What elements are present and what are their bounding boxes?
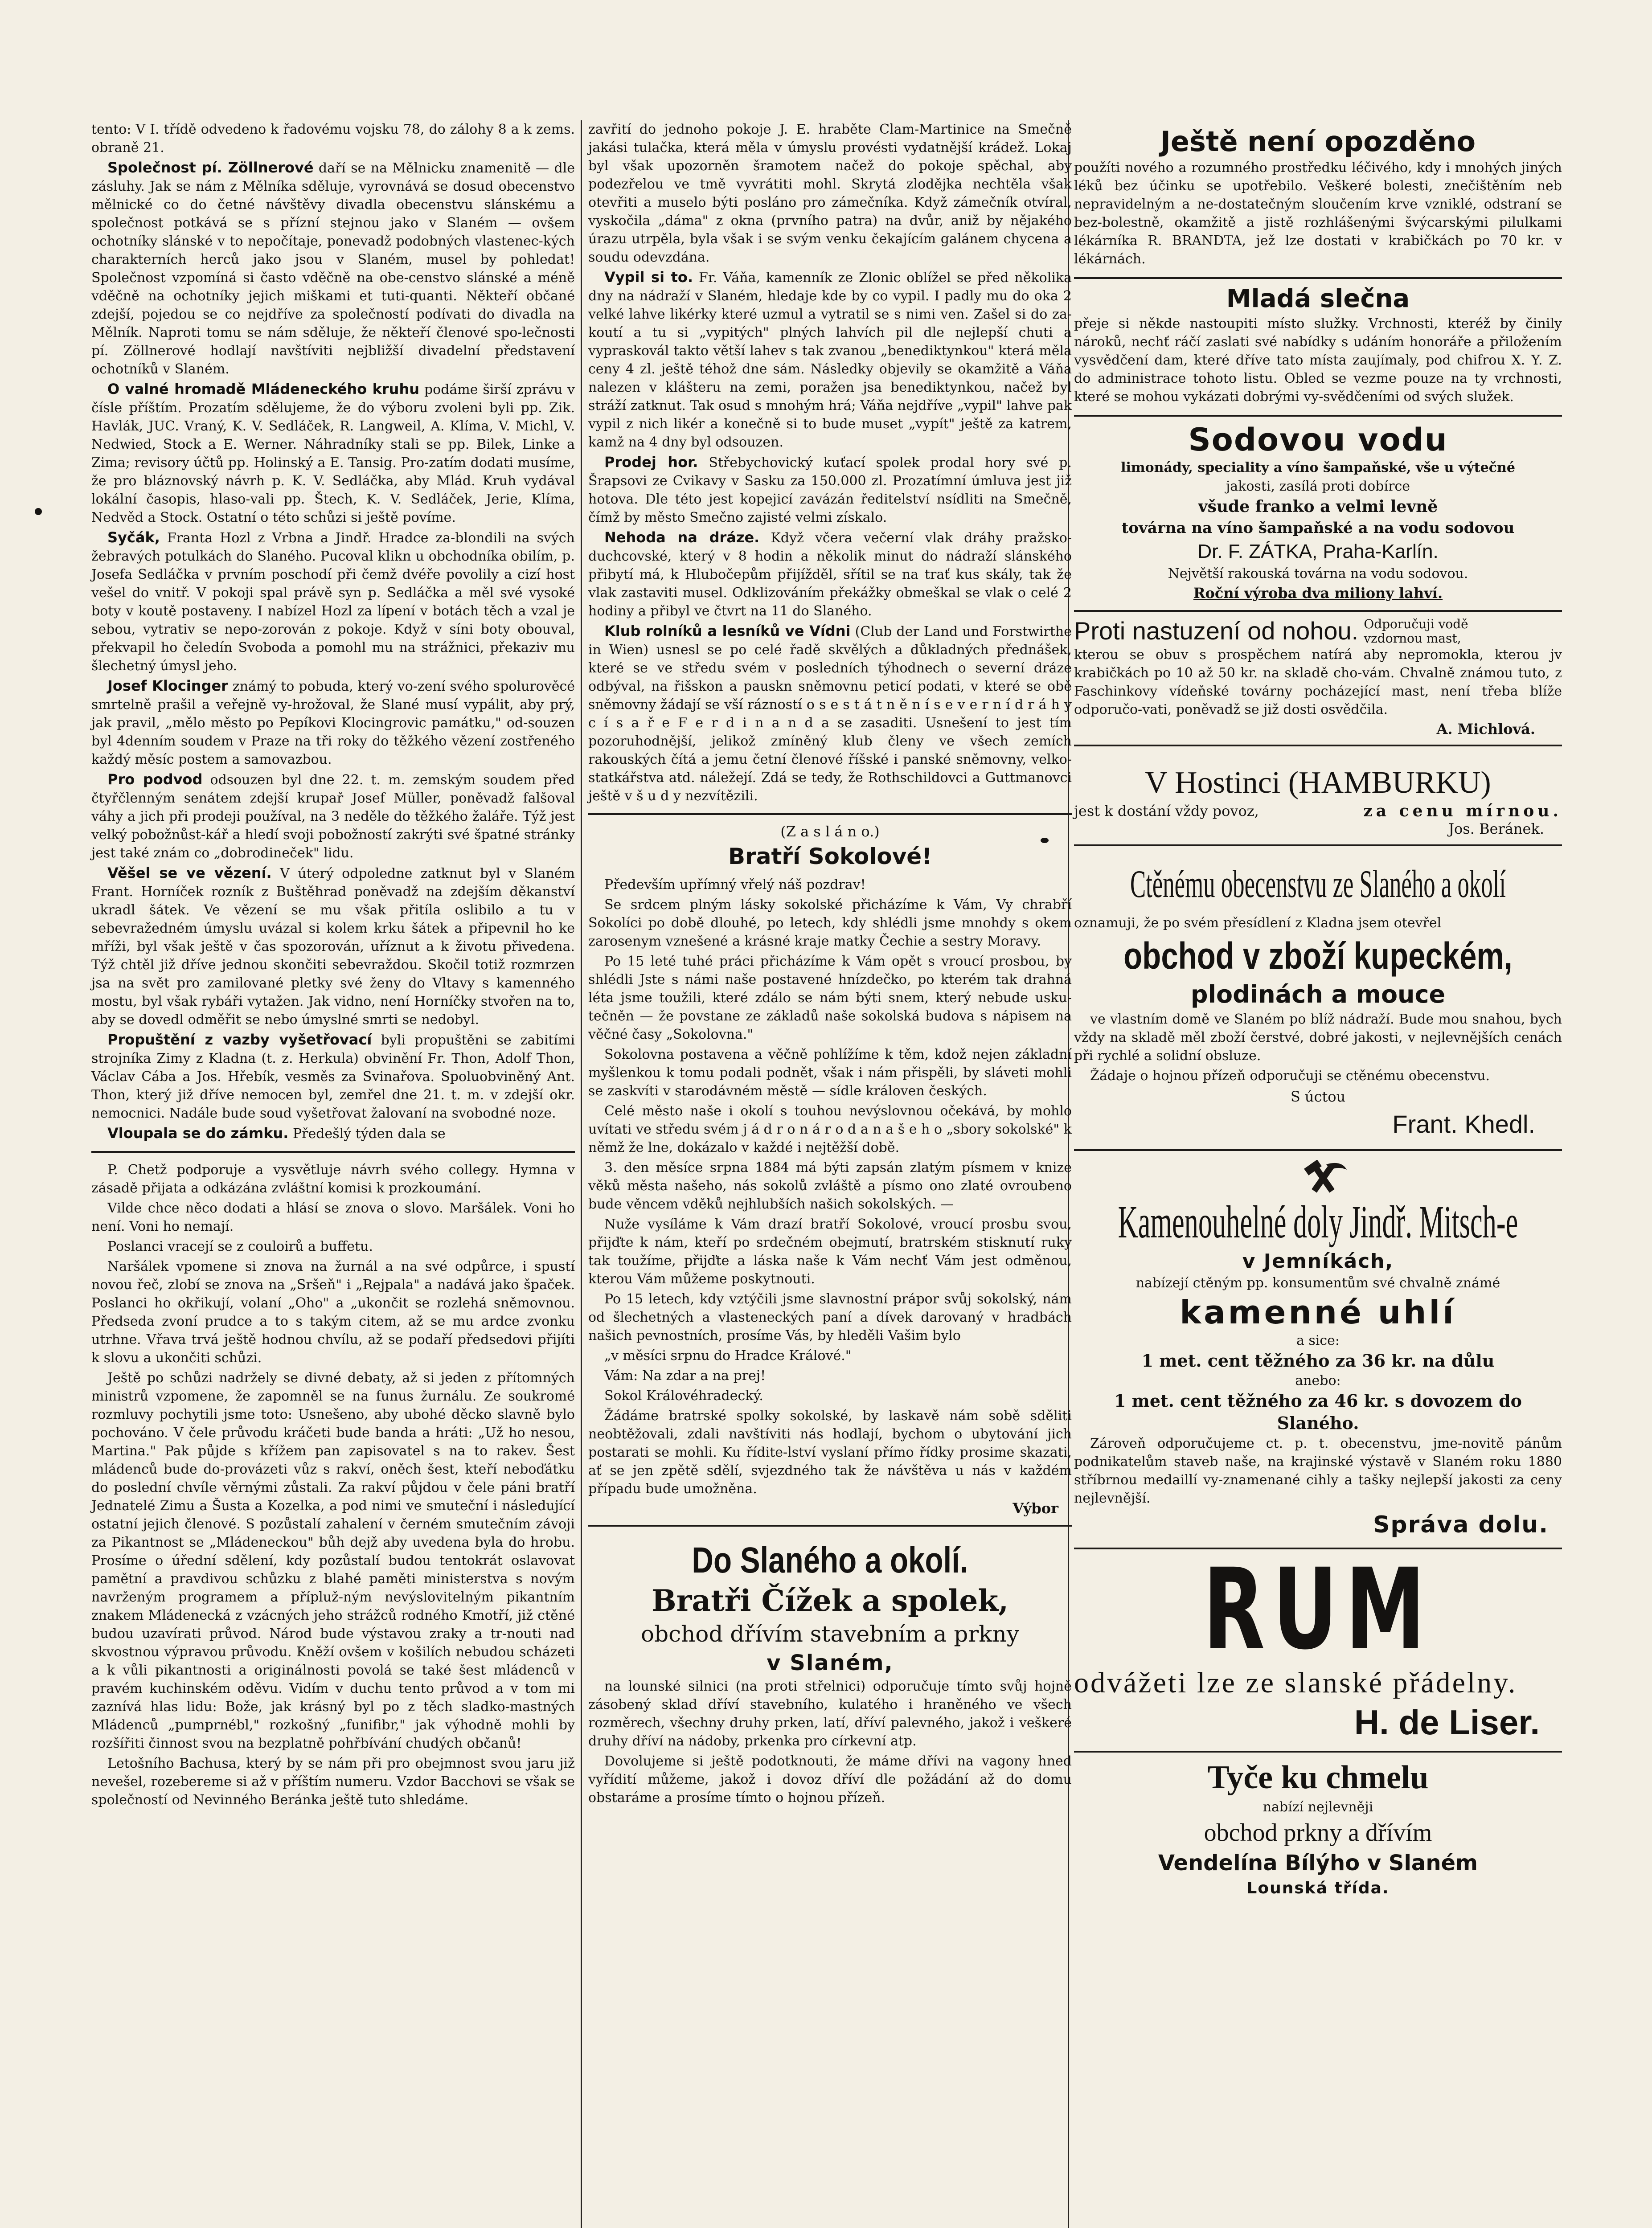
news-headline: O valné hromadě Mládeneckého kruhu (107, 381, 420, 397)
pick-hammer-icon (1297, 1160, 1350, 1196)
ad-michlova-text: kterou se obuv s prospěchem natírá aby nepromokla, kterou jv krabičkách po 10 až 50 kr. na skladě cho-vám. Chvalně známou tuto, z Faschinkovy vídeňské továrny pocházející mast, není třeba blíže odporučo-vati, poněvadž se již dosti osvědčila. (1074, 647, 1562, 717)
news-headline: Klub rolníků a lesníků ve Vídni (604, 623, 851, 639)
sokol-item: 3. den měsíce srpna 1884 má býti zapsán zlatým písmem v knize věků města našeho, nás sokolů zvláště a písmo ono zlaté ovroubeno bude věncem vděků nejhlubších našich sokolských. — (588, 1160, 1072, 1212)
ad-khedl-sub: plodinách a mouce (1190, 980, 1446, 1008)
ad-mitsch-price1: 1 met. cent těžného za 36 kr. na důlu (1141, 1351, 1495, 1371)
ad-michlova-aside: Odporučuji vodě vzdornou mast, (1364, 617, 1468, 646)
ad-khedl-regards: S úctou (1290, 1088, 1346, 1105)
sokol-item: Po 15 leté tuhé práci přicházíme k Vám opět s vroucí prosbou, by shlédli Jste s námi naše postavené hnízdečko, po kterém tak drahná léta jsme toužili, které zdálo se nám býti snem, který nebude usku-tečněn — že povstane ze základů naše sokolská budova s nápisem na věčné časy „Sokolovna." (588, 954, 1072, 1042)
news-item (588, 268, 1072, 451)
ad-zatka-line4: továrna na víno šampaňské a na vodu sodovou (1121, 519, 1515, 537)
column-rule-left (581, 120, 582, 2228)
news-item (588, 528, 1072, 620)
news-body: V úterý odpoledne zatknut byl v Slaném Frant. Horníček rozník z Buštěhrad poněvadž na zdejším děkanství ukradl šátek. Ve vězení se mu však přitíla oslibilo a tu v sebevražedném úmyslu uvázal si kolem krku šátek a připevnil ho ke mříži, byl však ještě v čas spozorován, uříznut a k životu přivedena. Týž chtěl již dříve jednou skončiti sebevraždou. Skočil totiž rozmrzen jsa na svět pro zamilované pletky své ženy do Vltavy s kamenného mostu, byl však rybáři vytažen. Jak vidno, není Horníčky stvořen na to, aby se dovedl odměřit se nebo úmyslné smrti se nedobyl. (91, 866, 575, 1028)
news-item (91, 120, 575, 157)
news-item (91, 380, 575, 527)
ad-bily-title: Tyče ku chmelu (1207, 1759, 1429, 1796)
ad-khedl-intro: oznamuji, že po svém přesídlení z Kladna jsem otevřel (1074, 915, 1442, 931)
sokol-item: Sokol Královéhradecký. (604, 1388, 763, 1404)
column-2 (588, 120, 1072, 1816)
ad-slecna (1074, 279, 1562, 417)
news-headline: Společnost pí. Zöllnerové (107, 159, 314, 176)
ad-rum-title: RUM (1203, 1544, 1433, 1674)
ad-brandt (1074, 120, 1562, 279)
ad-cizek-title: Do Slaného a okolí. (692, 1540, 968, 1581)
column-3 (1074, 120, 1562, 1907)
news-item (588, 120, 1072, 266)
ad-cizek-place: v Slaném, (767, 1651, 894, 1675)
ad-zatka-line6: Největší rakouská továrna na vodu sodovou. (1168, 566, 1468, 582)
ad-khedl-sign: Frant. Khedl. (1392, 1110, 1535, 1138)
ad-michlova-sign: A. Michlová. (1436, 721, 1535, 737)
ad-cizek (588, 1535, 1072, 1816)
ad-bily-line1: nabízí nejlevněji (1263, 1799, 1373, 1815)
news-item (91, 677, 575, 769)
sokol-item: Vám: Na zdar a na prej! (604, 1368, 766, 1384)
news-body: podáme širší zprávu v čísle příštím. Prozatím sdělujeme, že do výboru zvoleni byli pp. Zik. Havlák, JUC. Vraný, K. V. Sedláček, R. Langweil, A. Klíma, V. Michl, V. Nedwied, Stock a E. Werner. Náhradníky stali se pp. Bilek, Linke a Zima; revisory účtů pp. Holinský a E. Tansig. Pro-zatím dodati musíme, že pro bláznovský návrh p. K. V. Sedláčka, aby Mlád. Kruh vydával lokální časopis, hlaso-vali pp. Štech, K. V. Sedláček, Jerie, Klíma, Nedvěd a Stock. Ostatní o této schůzi si ještě povíme. (91, 382, 575, 525)
news-body: Střebychovický kuťací spolek prodal hory své p. Šrapsovi ze Cvikavy v Sasku za 150.000 zl. Prozatímní úmluva jest již hotova. Dle této jest kopejicí zavázán ředitelství nsídliti na Smečně, čímž by město Smečno zajisté velmi získalo. (588, 455, 1072, 525)
news-headline: Prodej hor. (604, 454, 698, 471)
news-item (588, 453, 1072, 527)
news-body: odsouzen byl dne 22. t. m. zemským soudem před čtyřčlenným senátem zdejší krupař Josef Müller, poněvadž falšoval váhy a jich při prodeji používal, na 3 neděle do těžkého žaláře. Týž jest velký pobožnůst-kář a hledí svoji pobožností zakrýti své špatné stránky jest také znám co „dobrodineček" lidu. (91, 772, 575, 861)
ad-hamburk-title: V Hostinci (HAMBURKU) (1145, 766, 1491, 800)
ad-michlova-title: Proti nastuzení od nohou. (1074, 617, 1359, 645)
zaslano-label: (Z a s l á n o.) (780, 823, 880, 840)
scan-speck (1041, 838, 1049, 843)
news-item (91, 770, 575, 862)
ad-slecna-text: přeje si někde nastoupiti místo služky. Vrchnosti, kteréž by činily nároků, nechť ráčí zaslati své nabídky s udáním honoráře a přiložením vysvědčení dam, které dříve tato místa zaujímaly, pod chifrou X. Y. Z. do administrace tohoto listu. Obled se vezme pouze na ty vrchnosti, které se mohou vykázati dobrými vy-svědčeními od svých služek. (1074, 316, 1562, 405)
ad-zatka-line5: Dr. F. ZÁTKA, Praha-Karlín. (1197, 541, 1439, 562)
ad-michlova (1074, 612, 1562, 746)
news-item (91, 1031, 575, 1122)
sokol-item: Především upřímný vřelý náš pozdrav! (604, 877, 866, 893)
ad-mitsch-text: nabízejí ctěným pp. konsumentům své chvalně známé (1135, 1275, 1500, 1291)
vybor-signature: Výbor (1013, 1500, 1058, 1517)
feuilleton-item: Naršálek vpomene si znova na žurnál a na své odpůrce, i spustí novou řeč, zlobí se znova na „Sršeň" i „Rejpala" a nadává jako špaček. Poslanci ho okřikují, volaní „Oho" a „ukončit se rozlehá sněmovnou. Předseda zvoní prudce a to s takým citem, až se mu ardce zvonku utrhne. Vřava trvá ještě hodnou chvílu, až se podaří předsedovi přijíti k slovu a ukončiti schůzi. (91, 1259, 575, 1366)
ad-mitsch (1074, 1151, 1562, 1549)
ad-khedl-title: Ctěnému obecenstvu ze Slaného a okolí (1130, 863, 1506, 906)
sokol-item: Sokolovna postavena a věčně pohlížíme k těm, kdož nejen základní myšlenkou k tomu podali podnět, však i nám přispěli, by sláveti mohli se zaskvíti v starodávném městě — sídle královen českých. (588, 1047, 1072, 1099)
section-divider (588, 1525, 1072, 1527)
ad-mitsch-price2: 1 met. cent těžného za 46 kr. s dovozem do Slaného. (1114, 1391, 1522, 1433)
news-headline: Věšel se ve vězení. (107, 864, 272, 881)
ad-cizek-firm: Bratři Čížek a spolek, (651, 1583, 1009, 1618)
sokol-item: Žádáme bratrské spolky sokolské, by laskavě nám sobě sděliti neobtěžovali, zdali navštíviti nás hodlají, bychom o ubytování jich postarati se mohli. Ku řídite-lství vyslaní přímo řídky prosime skazati, ať se jen zpětě sdělí, svjezdného tak že návštěva u nás v každém případu bude umožněna. (588, 1408, 1072, 1497)
column-1 (91, 120, 575, 1811)
news-body: Fr. Váňa, kamenník ze Zlonic oblížel se před několika dny na nádraží v Slaném, hledaje kde by co vypil. I padly mu do oka 2 velké lahve likérky které uzmul a vytratil se s nimi ven. Zašel si do za-koutí a tu si „vypitých" plných lahvích pil dle nejlepší chuti a vypraskovál takto větší lahev s tak zvanou „benediktynkou" která měla ceny 4 zl. ještě téhož dne sám. Následky objevily se okamžitě a Váňa nalezen v klášteru na zemi, poražen jsa benediktynkou, načež byl stráží zatknut. Tak osud s mnohým hrá; Váňa nejdříve „vypil" lahve pak vypil z nich likér a konečně si to bude muset „vypít" ještě za katrem, kamž na 4 dny byl odsouzen. (588, 270, 1072, 450)
news-body: byli propuštěni se zabitími strojníka Zimy z Kladna (t. z. Herkula) obvinění Fr. Thon, Adolf Thon, Václav Cába a Jos. Hřebík, vesměs za Svinařova. Spoluobviněný Ant. Thon, který již dříve nemocen byl, zemřel dne 21. t. m. v zdejší okr. nemocnici. Nadále bude soud vyšetřovat žalovaní na svobodné noze. (91, 1032, 575, 1121)
ad-hamburk-sign: Jos. Beránek. (1448, 820, 1544, 837)
section-divider (91, 1151, 575, 1153)
ad-mitsch-sign: Správa dolu. (1373, 1511, 1549, 1538)
sokol-letter (588, 876, 1072, 1498)
ad-rum (1074, 1544, 1562, 1753)
ad-hamburk-text: jest k dostání vždy povoz, (1074, 803, 1259, 819)
ad-zatka (1074, 417, 1562, 612)
ad-cizek-business: obchod dřívím stavebním a prkny (640, 1621, 1020, 1647)
ad-mitsch-anebo: anebo: (1295, 1373, 1341, 1388)
ad-bily-line3: Vendelína Bílýho v Slaném (1158, 1851, 1478, 1876)
feuilleton-item: Poslanci vracejí se z couloirů a buffetu. (107, 1239, 373, 1254)
ad-hamburk-price: za cenu mírnou. (1363, 802, 1562, 820)
sokol-item: Nuže vysíláme k Vám drazí bratří Sokolové, vroucí prosbu svou, přijďte k nám, kteří po srdečném obejmutí, bratrském stisknutí ruky tak toužíme, přijďte a láska naše k Vám nechť Vám jest odměnou, kterou Vám můžeme poskytnouti. (588, 1216, 1072, 1287)
ad-rum-text: odvážeti lze ze slanské přádelny. (1074, 1667, 1517, 1699)
feuilleton-item: P. Chetž podporuje a vysvětluje návrh svého collegy. Hymna v zásadě přijata a odkázána zvláštní komisi k prozkoumání. (91, 1162, 575, 1196)
sokol-item: Se srdcem plným lásky sokolské přicházíme k Vám, Vy chrabří Sokolíci po době dlouhé, po letech, kdy shlédli jsme mnohdy s okem zarosenym vznešené a krásné kraje matky Čechie a sestry Moravy. (588, 897, 1072, 949)
feuilleton-item: Vilde chce něco dodati a hlásí se znova o slovo. Maršálek. Voni ho není. Voni ho nemají. (91, 1200, 575, 1234)
news-headline: Nehoda na dráze. (604, 529, 760, 546)
news-item (91, 528, 575, 675)
ad-zatka-line3: všude franko a velmi levně (1198, 497, 1438, 516)
news-body: zavřití do jednoho pokoje J. E. hraběte Clam-Martinice na Smečně jakási tulačka, která měla v úmyslu provésti vydatnější krádež. Lokaj byl však upozorněn šramotem načež do pokoje spěchal, aby podezřelou ve tmě vyvrátiti mohl. Skrytá zlodějka nechtěla však otevřiti a muselo býti posláno pro zámečníka. Když zámečník otvíral, vyskočila „dáma" z okna (prvního patra) na dvůr, aniž by nějakého úrazu utrpěla, byla však i se svým venku čekajícím galánem chycena a soudu odevzdána. (588, 122, 1072, 265)
news-body: Předešlý týden dala se (292, 1126, 446, 1142)
ad-cizek-text2: Dovolujeme si ještě podotknouti, že máme dřívi na vagony hned vyřídití můžeme, jakož i dovoz dříví dle požádání až do domu obstaráme a prosíme tímto o hojnou přízeň. (588, 1753, 1072, 1806)
news-body: Franta Hozl z Vrbna a Jindř. Hradce za-blondili na svých žebravých potulkách do Slaného. Pucoval klikn u obchodníka obilím, p. Josefa Sedláčka v prvním poschodí při čemž dvéře povolily a cizí host vešel do vnitř. V pokoji spal právě syn p. Sedláčka a měl své vysoké boty v koutě postaveny. I nabízel Hozl za lípení v botách těch a vzal je sebou, vytrativ se nepo-zorován z pokoje. Když v síni boty obouval, překvapil ho čeledín Svoboda a pomohl mu na strážnici, překaziv mu šlechetný úmysl jeho. (91, 530, 575, 674)
ad-khedl-big: obchod v zboží kupeckém, (1123, 935, 1513, 977)
ad-khedl-text2: Žádaje o hojnou přízeň odporučuji se ctěnému obecenstvu. (1090, 1068, 1490, 1084)
ad-brandt-title: Ještě není opozděno (1160, 125, 1476, 158)
ad-bily-line2: obchod prkny a dřívím (1204, 1819, 1432, 1847)
news-headline: Propuštění z vazby vyšetřovací (107, 1031, 372, 1048)
sokol-item: Po 15 letech, kdy vztýčili jsme slavnostní prápor svůj sokolský, nám od šlechetných a vlasteneckých paní a dívek darovaný v hradbách našich pevnostních, prosíme Vás, by hleděli Vašim bylo (588, 1291, 1072, 1343)
news-item (91, 159, 575, 378)
news-item (91, 1124, 575, 1143)
news-body: daří se na Mělnicku znamenitě — dle zásluhy. Jak se nám z Mělníka sděluje, vyrovnává se dosud obecenstvo mělnické co do četné návštěvy divadla obecenstvu slánskému a společnost potkává se s přízní stejnou jako v Slaném — ovšem ochotníky slánské v to nepočítaje, ponevadž podobných vlastenec-kých charakterních herců jako jsou v Slaném, musel by pohledat! Společnost vzpomíná si často vděčně na obe-censtvo slánské a méně vděčně na ochotníky jejich miškami et tuti-quanti. Někteří občané zdejší, pojedou se co nejdříve za společností podívati do divadla na Mělník. Naproti tomu se nám sděluje, že někteří členové spo-lečnosti pí. Zöllnerové hodlají navštíviti nejbližší divadelní představení ochotníků v Slaném. (91, 160, 575, 377)
news-body: tento: V I. třídě odvedeno k řadovému vojsku 78, do zálohy 8 a k zems. obraně 21. (91, 122, 575, 156)
ad-bily (1074, 1753, 1562, 1907)
news-item (588, 622, 1072, 805)
ad-hamburk (1074, 746, 1562, 846)
ad-khedl (1074, 846, 1562, 1151)
ad-khedl-text: ve vlastním domě ve Slaném po blíž nádraží. Bude mou snahou, bych vždy na skladě měl zboží čerstvé, dobré jakosti, v nejlevnějších cenách při rychlé a solidní obsluze. (1074, 1012, 1562, 1064)
ad-slecna-title: Mladá slečna (1226, 284, 1410, 313)
news-body: (Club der Land und Forstwirthe in Wien) usnesl se po celé řadě skvělých a důkladných přednášek, které se ve středu svém v posledních týhodnech o severní dráze odbýval, na řišskon a pauskn sněmovnu peticí podati, v které se obě sněmovny žádají se vší rázností o s e s t á t n ě n í s e v e r n í d r á h y c í s a ř e F e r d i n a n d a se zasaditi. Usnešení to jest tím pozoruhodnější, jelikož zmíněný klub členy ve všech zemích rakouských čítá a jemu četní členové říšské i panské sněmovny, velko-statkářstva atd. náležejí. Zdá se tedy, že Rothschildovci a Guttmanovci ještě v š u d y nezvítězili. (588, 624, 1072, 804)
ad-mitsch-sice: a sice: (1296, 1333, 1340, 1348)
news-items-col2 (588, 120, 1072, 805)
ad-zatka-line7: Roční výroba dva miliony lahví. (1193, 585, 1443, 602)
news-headline: Pro podvod (107, 771, 203, 788)
ad-zatka-line1: limonády, speciality a víno šampaňské, vše u výtečné (1121, 460, 1515, 475)
feuilleton-parliament (91, 1161, 575, 1809)
news-body: známý to pobuda, který vo-zení svého spolurověcé smrtelně prašil a veřejně vy-hrožoval, že Slané musí vypálit, aby prý, jak pravil, „mělo město po Pepíkovi Klocingrovic památku," od-souzen byl 4denním soudem v Praze na tři roky do těžkého vězení zostřeného každý měsíc postem a samovazbou. (91, 679, 575, 767)
section-divider (588, 813, 1072, 815)
ad-mitsch-title: Kamenouhelné doly Jindř. Mitsch-e (1118, 1196, 1518, 1248)
news-headline: Syčák, (107, 529, 160, 546)
ad-mitsch-text2: Zároveň odporučujeme ct. p. t. obecenstvu, jme-novitě pánům podnikatelům staveb naše, na krajinské výstavě v Slaném roku 1880 stříbrnou medaillí vy-znamenané cihly a tašky nejlepší jakosti za ceny nejlevnější. (1074, 1436, 1562, 1506)
feuilleton-item: Ještě po schůzi nadržely se divné debaty, až si jeden z přítomných ministrů vzpomene, že zapomněl se na funus žurnálu. Ze soukromé rozmluvy pochytili jsme toto: Usnešeno, aby ubohé děcko slavně bylo pochováno. V čele průvodu kráčeti bude banda a hráti: „Už ho nesou, Martina." Pak půjde s křížem pan zapisovatel s na to rakev. Šest mládenců bude do-provázeti vůz s rakví, oněch šest, kteří neboďátku do poslední chvíle věrnými zůstali. Za rakví půjdou v čele páni bratří Jednatelé Zimu a Šusta a Kozelka, a pod nimi ve smuteční i následující ostatní jejich členové. S pozůstalí zahalení v černém smutečním závoji za Pikantnost se „Mládeneckou" bůh dejž aby uvedena byla do hrobu. Prosíme o úřední sdělení, kdy pozůstalí budou tentokrát oslavovat pamětní a pravdivou schůzku z blahé paměti ministerstva s novým navrženým programem a přípluž-ným nevýslovitelným pikantním znakem Mládenecká z vzácných jeho strážců rodného Kmotří, již ctěné budou uzavírati průvod. Národ bude výstavou zraky a tr-nouti nad skvostnou výpravou průvodu. Kněží ovšem v košilích nebudou scházeti a k vůli pikantnosti a originálnosti povolá se také šest mládenců v pravém kuchinském oděvu. Vidím v duchu tento průvod a v tom mi zaznívá hlas lidu: Bože, jak krásný byl po z těch sladko-mastných Mládenců „pumprnébl," rozkošný „funifibr," jak výhodně mohli by rozšířiti činnost svou na bezplatně pohřbívání chudých občanů! (91, 1370, 575, 1751)
news-body: Když včera večerní vlak dráhy pražsko-duchcovské, který v 8 hodin a několik minut do nádraží slánského přibytí má, k Hlubočepům přijížděl, sřítil se na trať kus skály, tak že vlak zastaviti musel. Odklizováním překážky obmeškal se vlak o celé 2 hodiny a přibyl ve čtvrt na 11 do Slaného. (588, 530, 1072, 619)
ad-rum-sign: H. de Liser. (1354, 1703, 1540, 1742)
ad-cizek-text: na lounské silnici (na proti střelnici) odporučuje tímto svůj hojně zásobený sklad dříví stavebního, kulatého i hraněného ve všech rozměrech, všechny druhy prken, latí, dříví palevného, jakož i veškeré druhy dříví na nádoby, prkenka pro církevní atp. (588, 1679, 1072, 1749)
news-headline: Vloupala se do zámku. (107, 1125, 289, 1142)
sokol-item: „v měsíci srpnu do Hradce Králové." (604, 1348, 852, 1364)
sokol-heading: Bratří Sokolové! (728, 844, 932, 869)
ad-mitsch-place: v Jemníkách, (1242, 1250, 1394, 1273)
scan-speck (35, 508, 42, 515)
ad-zatka-title: Sodovou vodu (1188, 422, 1448, 458)
ad-bily-line4: Lounská třída. (1246, 1879, 1390, 1897)
sokol-item: Celé město naše i okolí s touhou nevýslovnou očekává, by mohlo uvítati ve středu svém j á d r o n á r o d a n a š e h o „sbory sokolské" k němž že lne, dokázalo v každé i nejtěžší době. (588, 1103, 1072, 1155)
ad-brandt-text: použíti nového a rozumného prostředku léčivého, kdy i mnohých jiných léků bez účinku se upotřebilo. Veškeré bolesti, znečištěním neb nepravidelným a ne-dostatečným sloučením krve vzniklé, odstraní se bez-bolestně, okamžitě a jistě rozhlášenými švýcarskými pilulkami lékárníka R. BRANDTA, jež lze dostati v krabičkách po 70 kr. v lékárnách. (1074, 160, 1562, 267)
news-item (91, 864, 575, 1029)
news-headline: Josef Klocinger (107, 677, 228, 694)
ad-mitsch-big: kamenné uhlí (1180, 1294, 1456, 1331)
ad-zatka-line2: jakosti, zasílá proti dobírce (1226, 479, 1410, 494)
feuilleton-item: Letošního Bachusa, který by se nám při pro obejmnost svou jaru již nevešel, rozebereme si až v příštím numeru. Vzdor Bacchovi se však se společností od Nevinného Beránka ještě tuto shledáme. (91, 1756, 575, 1808)
news-headline: Vypil si to. (604, 269, 693, 286)
news-items-col1 (91, 120, 575, 1143)
